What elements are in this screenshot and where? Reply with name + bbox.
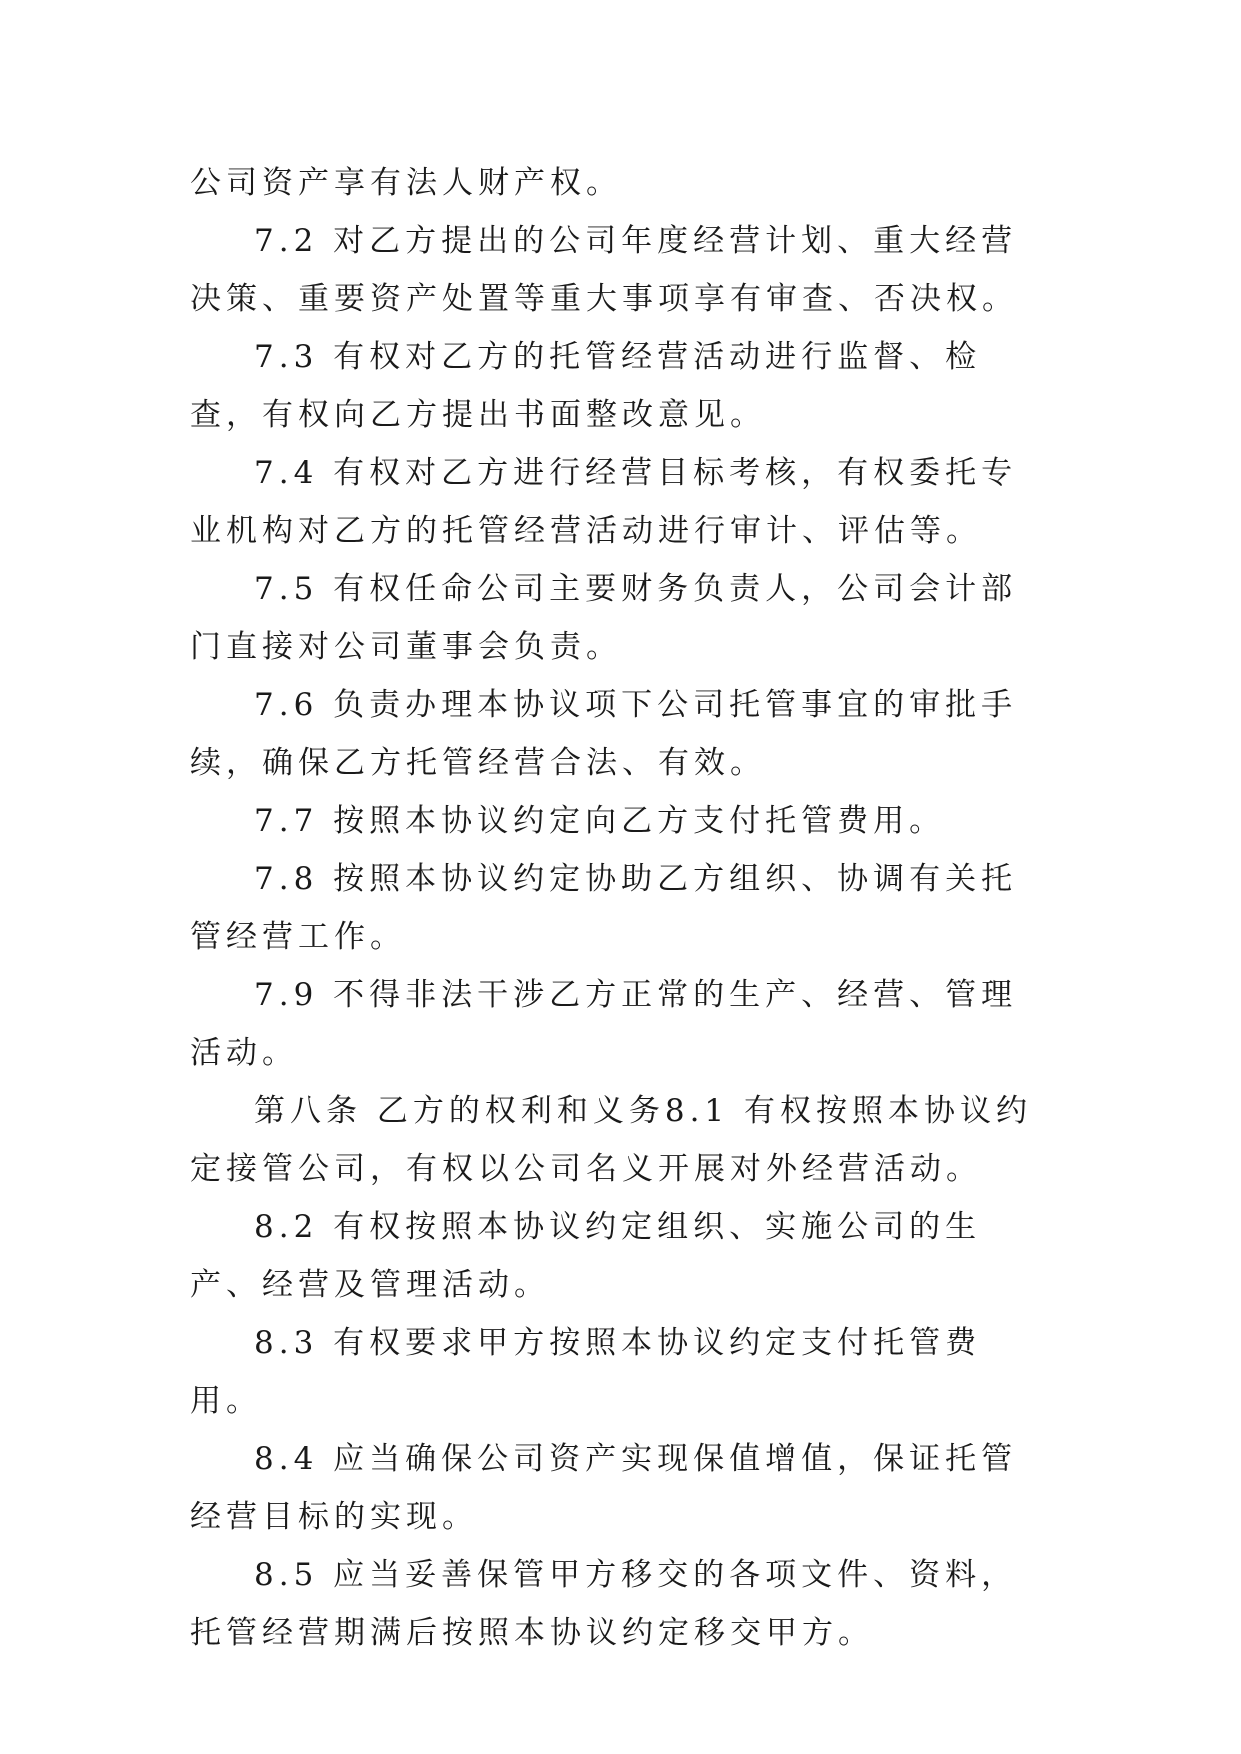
paragraph-7-7: 7.7 按照本协议约定向乙方支付托管费用。 <box>254 803 946 839</box>
document-body <box>190 154 1050 1662</box>
paragraph-8-3: 8.3 有权要求甲方按照本协议约定支付托管费用。 <box>190 1325 982 1419</box>
paragraph-7-4: 7.4 有权对乙方进行经营目标考核，有权委托专业机构对乙方的托管经营活动进行审计、评估等。 <box>190 455 1018 549</box>
paragraph-7-2: 7.2 对乙方提出的公司年度经营计划、重大经营决策、重要资产处置等重大事项享有审查、否决权。 <box>190 223 1018 317</box>
paragraph-7-5: 7.5 有权任命公司主要财务负责人，公司会计部门直接对公司董事会负责。 <box>190 571 1018 665</box>
paragraph-8-4: 8.4 应当确保公司资产实现保值增值，保证托管经营目标的实现。 <box>190 1441 1018 1535</box>
paragraph-8-5: 8.5 应当妥善保管甲方移交的各项文件、资料，托管经营期满后按照本协议约定移交甲方。 <box>190 1557 1018 1651</box>
paragraph-7-3: 7.3 有权对乙方的托管经营活动进行监督、检查，有权向乙方提出书面整改意见。 <box>190 339 982 433</box>
paragraph-7-8: 7.8 按照本协议约定协助乙方组织、协调有关托管经营工作。 <box>190 861 1018 955</box>
paragraph-7-6: 7.6 负责办理本协议项下公司托管事宜的审批手续，确保乙方托管经营合法、有效。 <box>190 687 1018 781</box>
paragraph-8-2: 8.2 有权按照本协议约定组织、实施公司的生产、经营及管理活动。 <box>190 1209 982 1303</box>
paragraph-7-9: 7.9 不得非法干涉乙方正常的生产、经营、管理活动。 <box>190 977 1018 1071</box>
paragraph-continuation: 公司资产享有法人财产权。 <box>190 165 622 201</box>
paragraph-article-8-8-1: 第八条 乙方的权利和义务8.1 有权按照本协议约定接管公司，有权以公司名义开展对外经营活动。 <box>190 1093 1033 1187</box>
